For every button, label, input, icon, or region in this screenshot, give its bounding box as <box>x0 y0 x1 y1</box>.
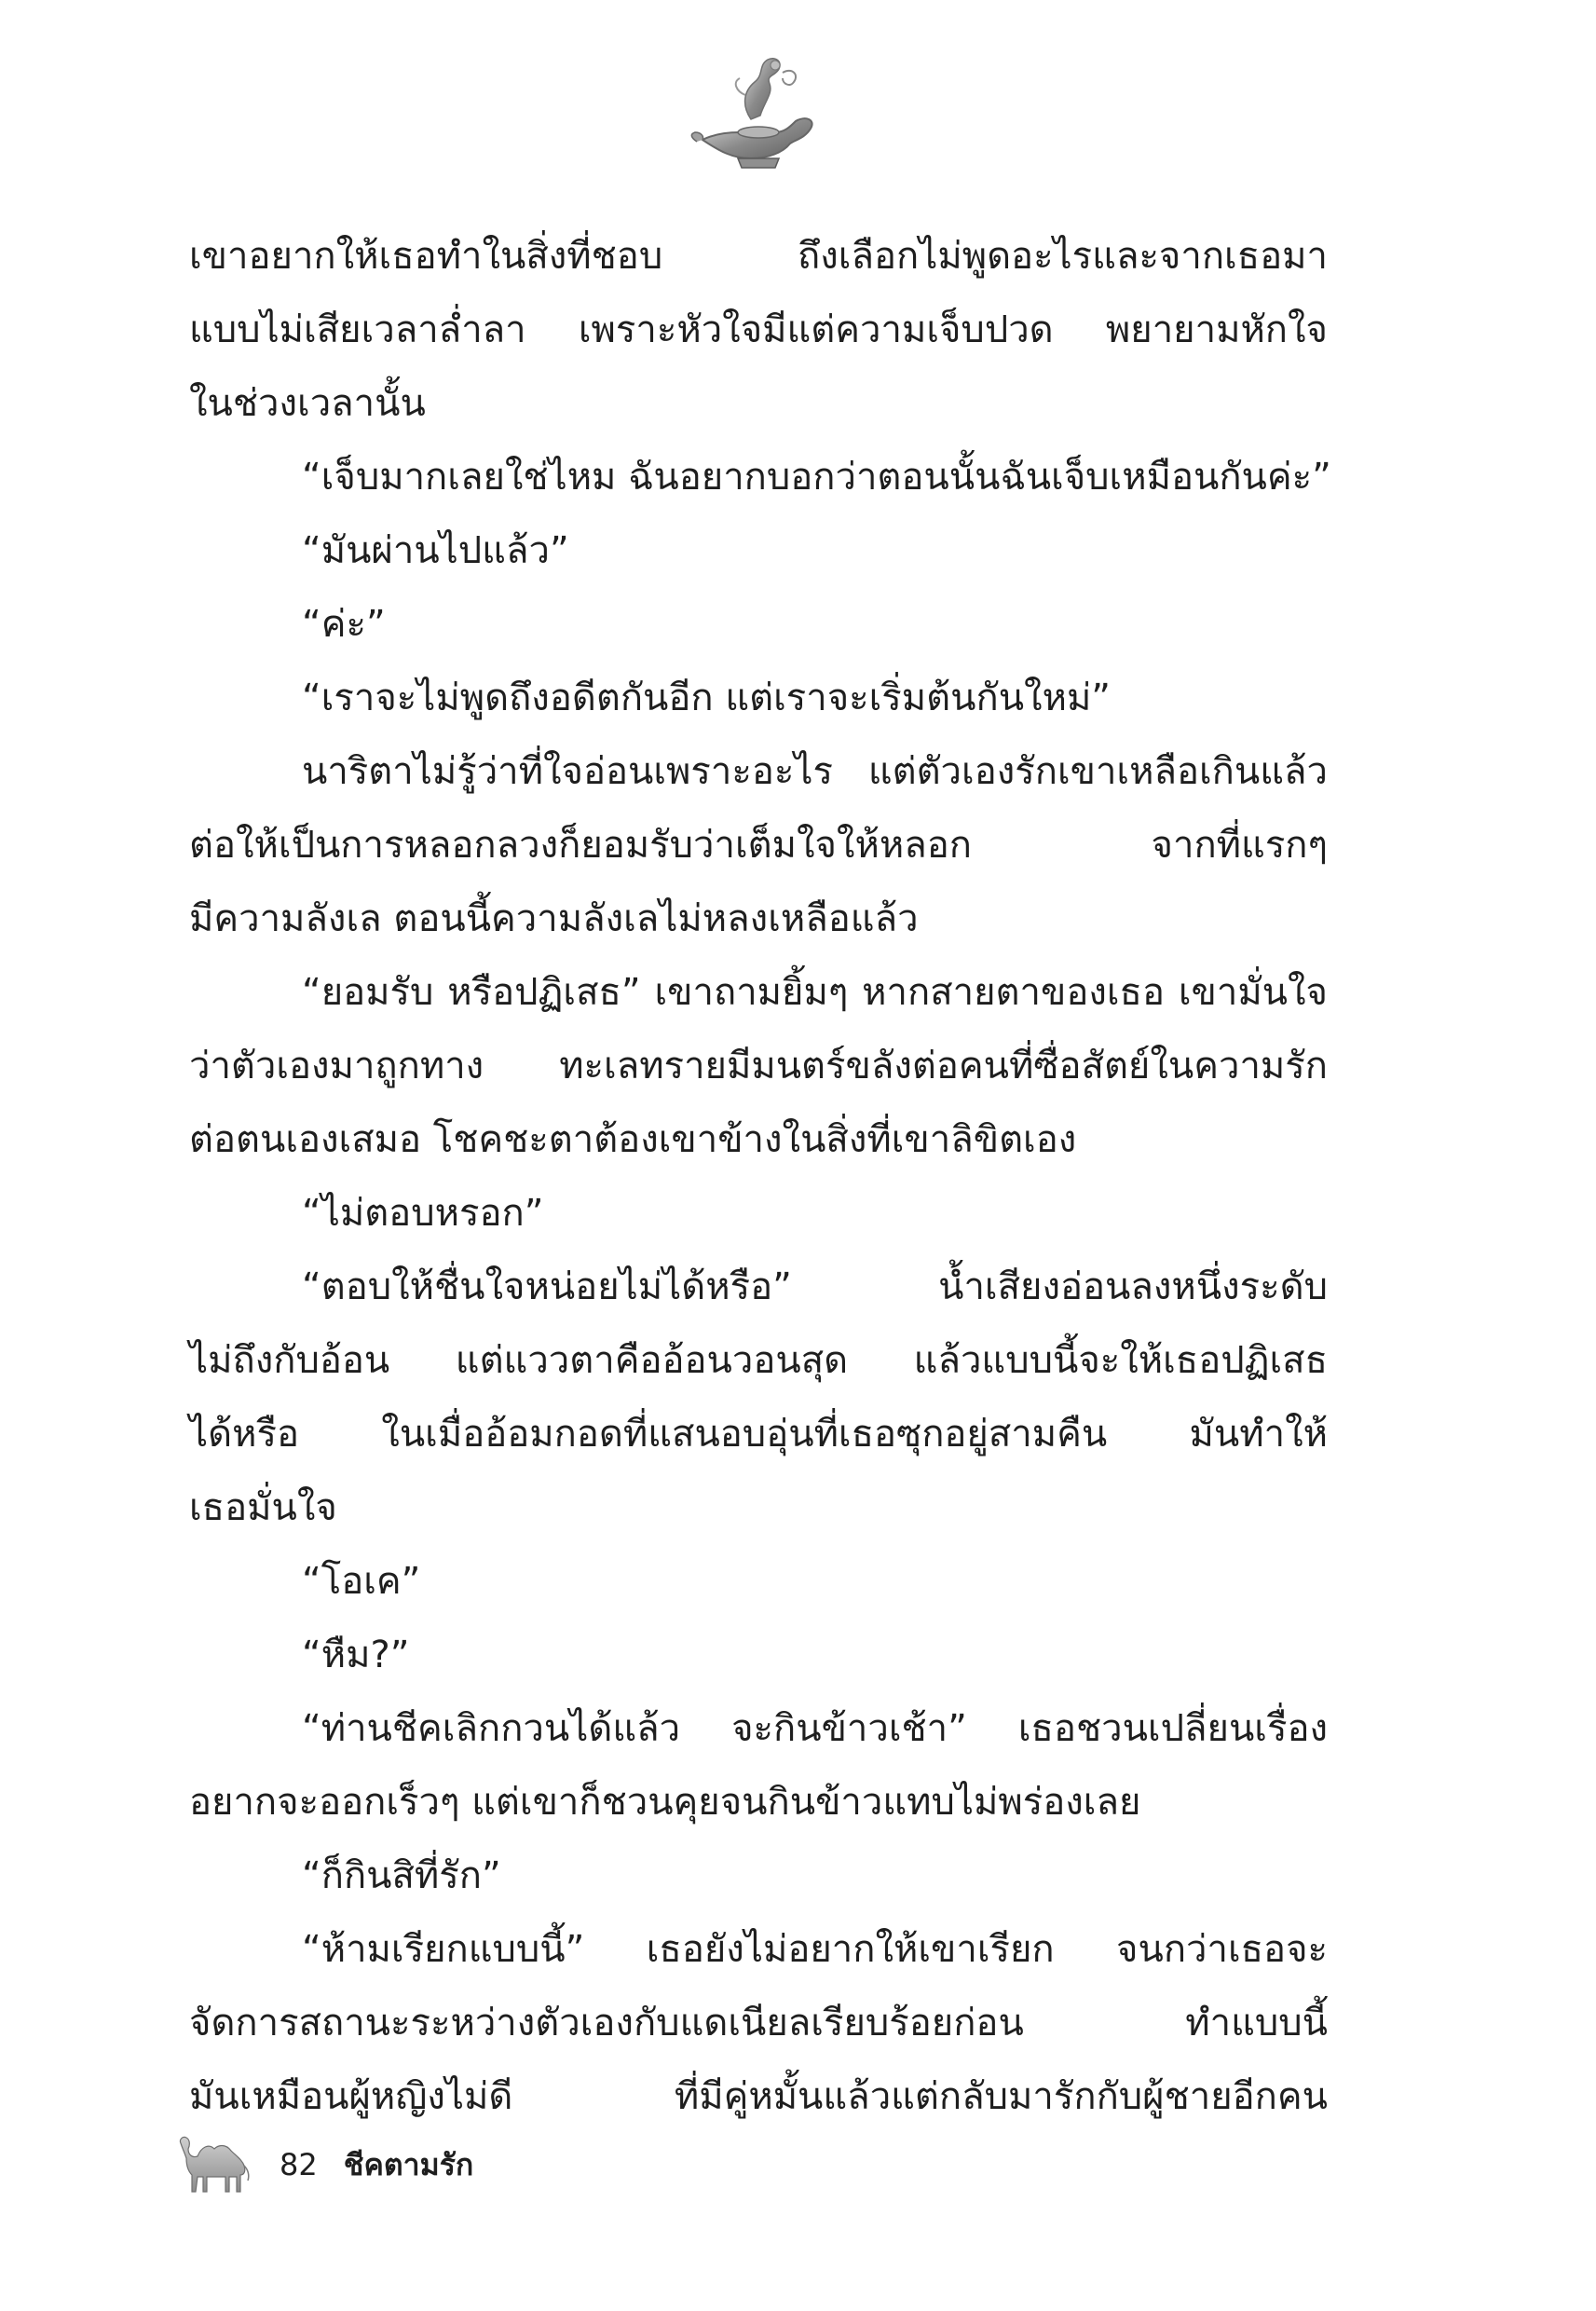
text-line: ไม่ถึงกับอ้อน แต่แววตาคืออ้อนวอนสุด แล้วแบบนี้จะให้เธอปฏิเสธ <box>189 1339 1328 1382</box>
text-line: จัดการสถานะระหว่างตัวเองกับแดเนียลเรียบร้อยก่อน ทำแบบนี้ <box>189 2002 1328 2044</box>
text-line: “ไม่ตอบหรอก” <box>302 1192 544 1235</box>
text-line: “เจ็บมากเลยใช่ไหม ฉันอยากบอกว่าตอนนั้นฉันเจ็บเหมือนกันค่ะ” <box>302 456 1331 499</box>
text-line: ได้หรือ ในเมื่ออ้อมกอดที่แสนอบอุ่นที่เธอซุกอยู่สามคืน มันทำให้ <box>189 1413 1328 1456</box>
text-line: มันเหมือนผู้หญิงไม่ดี ที่มีคู่หมั้นแล้วแต่กลับมารักกับผู้ชายอีกคน <box>189 2075 1328 2118</box>
page-footer <box>175 2132 473 2197</box>
text-line: ในช่วงเวลานั้น <box>189 382 426 425</box>
text-line: “ตอบให้ชื่นใจหน่อยไม่ได้หรือ” น้ำเสียงอ่อนลงหนึ่งระดับ <box>302 1265 1328 1308</box>
text-line: แบบไม่เสียเวลาล่ำลา เพราะหัวใจมีแต่ความเจ็บปวด พยายามหักใจ <box>189 308 1328 351</box>
text-line: “ก็กินสิที่รัก” <box>302 1854 501 1897</box>
text-line: “โอเค” <box>302 1560 421 1603</box>
text-line: “ท่านชีคเลิกกวนได้แล้ว จะกินข้าวเช้า” เธอชวนเปลี่ยนเรื่อง <box>302 1707 1328 1750</box>
text-line: “ยอมรับ หรือปฏิเสธ” เขาถามยิ้มๆ หากสายตาของเธอ เขามั่นใจ <box>302 971 1328 1014</box>
text-line: “เราจะไม่พูดถึงอดีตกันอีก แต่เราจะเริ่มต้นกันใหม่” <box>302 677 1112 719</box>
page-number: 82 <box>280 2147 318 2182</box>
text-line: เธอมั่นใจ <box>189 1486 337 1529</box>
text-line: “ห้ามเรียกแบบนี้” เธอยังไม่อยากให้เขาเรียก จนกว่าเธอจะ <box>302 1928 1328 1971</box>
text-line: ต่อตนเองเสมอ โชคชะตาต้องเขาข้างในสิ่งที่เขาลิขิตเอง <box>189 1118 1077 1161</box>
text-line: “หืม?” <box>302 1634 410 1676</box>
book-title: ชีคตามรัก <box>343 2146 474 2182</box>
camel-icon <box>175 2134 252 2195</box>
body-text <box>189 220 1331 2134</box>
text-line: “มันผ่านไปแล้ว” <box>302 529 569 572</box>
text-line: เขาอยากให้เธอทำในสิ่งที่ชอบ ถึงเลือกไม่พูดอะไรและจากเธอมา <box>189 235 1328 278</box>
text-line: นาริตาไม่รู้ว่าที่ใจอ่อนเพราะอะไร แต่ตัวเองรักเขาเหลือเกินแล้ว <box>302 750 1328 793</box>
text-line: อยากจะออกเร็วๆ แต่เขาก็ชวนคุยจนกินข้าวแทบไม่พร่องเลย <box>189 1781 1141 1824</box>
text-line: “ค่ะ” <box>302 603 386 646</box>
text-line: มีความลังเล ตอนนี้ความลังเลไม่หลงเหลือแล้ว <box>189 897 919 940</box>
text-line: ว่าตัวเองมาถูกทาง ทะเลทรายมีมนตร์ขลังต่อคนที่ซื่อสัตย์ในความรัก <box>189 1045 1328 1087</box>
text-line: ต่อให้เป็นการหลอกลวงก็ยอมรับว่าเต็มใจให้หลอก จากที่แรกๆ <box>189 824 1328 867</box>
genie-lamp-icon <box>686 54 825 175</box>
